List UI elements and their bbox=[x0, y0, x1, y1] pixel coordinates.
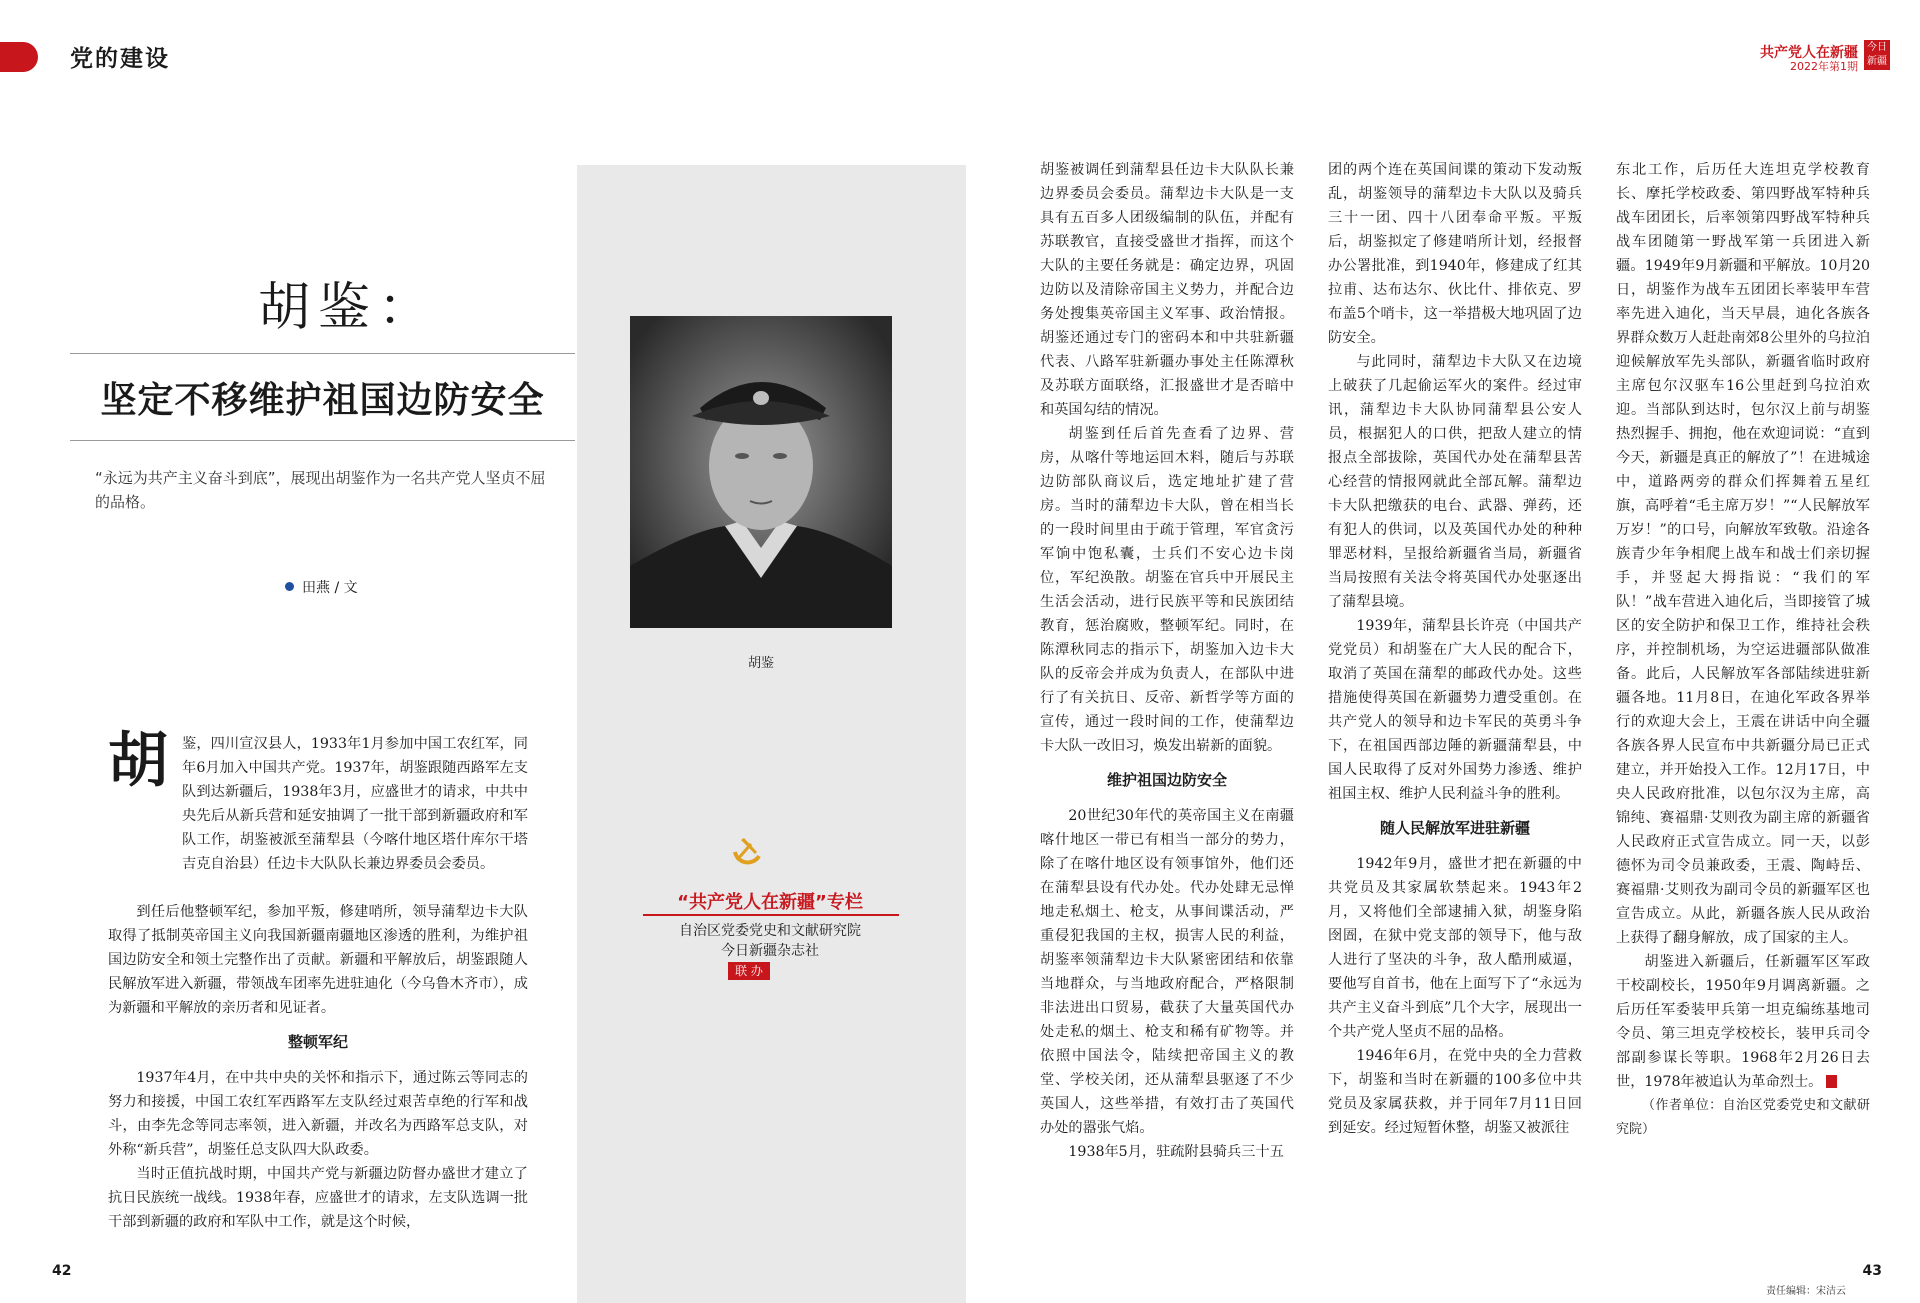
issue-number: 2022年第1期 bbox=[1790, 60, 1858, 73]
banner-divider bbox=[643, 914, 899, 916]
paragraph: 与此同时，蒲犁边卡大队又在边境上破获了几起偷运军火的案件。经过审讯，蒲犁边卡大队协同蒲犁县公安人员，根据犯人的口供，把敌人建立的情报点全部拔除，英国代办处在蒲犁县苦心经营的情报网就此全部瓦解。蒲犁边卡大队把缴获的电台、武器、弹药，还有犯人的供词，以及英国代办处的种种罪恶材料，呈报给新疆省当局，新疆省当局按照有关法令将英国代办处驱逐出了蒲犁县境。 bbox=[1328, 354, 1582, 610]
paragraph: 1938年5月，驻疏附县骑兵三十五 bbox=[1068, 1144, 1284, 1160]
divider bbox=[70, 440, 575, 441]
paragraph: 胡鉴到任后首先查看了边界、营房，从喀什等地运回木料，随后与苏联边防部队商议后，选定地址扩建了营房。当时的蒲犁边卡大队，曾在相当长的一段时间里由于疏于管理，军官贪污军饷中饱私囊，士兵们不安心边卡岗位，军纪涣散。胡鉴在官兵中开展民主生活会活动，进行民族平等和民族团结教育，惩治腐败，整顿军纪。同时，在陈潭秋同志的指示下，胡鉴加入边卡大队的反帝会并成为负责人，在部队中进行了有关抗日、反帝、新哲学等方面的宣传，通过一段时间的工作，使蒲犁边卡大队一改旧习，焕发出崭新的面貌。 bbox=[1040, 426, 1294, 754]
section-tab-marker bbox=[0, 42, 38, 72]
subheading: 整顿军纪 bbox=[287, 1033, 348, 1051]
party-emblem-icon bbox=[727, 830, 767, 870]
body-column-1-intro bbox=[182, 732, 528, 876]
paragraph: 团的两个连在英国间谍的策动下发动叛乱，胡鉴领导的蒲犁边卡大队以及骑兵三十一团、四十八团奉命平叛。平叛后，胡鉴拟定了修建哨所计划，经报督办公署批准，到1940年，修建成了红其拉甫、达布达尔、伙比什、排依克、罗布盖5个哨卡，这一举措极大地巩固了边防安全。 bbox=[1328, 162, 1582, 346]
magazine-logo: 今日 新疆 bbox=[1864, 40, 1890, 70]
editor-credit: 责任编辑：宋洁云 bbox=[1766, 1286, 1846, 1297]
portrait-photo bbox=[630, 316, 892, 628]
article-name: 胡鉴： bbox=[258, 278, 439, 338]
organizer-2: 今日新疆杂志社 bbox=[721, 943, 819, 959]
paragraph: 东北工作，后历任大连坦克学校教育长、摩托学校政委、第四野战军特种兵战车团团长，后率领第四野战军特种兵战车团随第一野战军第一兵团进入新疆。1949年9月新疆和平解放。10月20日，胡鉴作为战车五团团长率装甲车营率先进入迪化，当天早晨，迪化各族各界群众数万人赶赴南郊8公里外的乌拉泊迎候解放军先头部队，新疆省临时政府主席包尔汉驱车16公里赶到乌拉泊欢迎。当部队到达时，包尔汉上前与胡鉴热烈握手、拥抱，他在欢迎词说：“直到今天，新疆是真正的解放了”！在进城途中，道路两旁的群众们挥舞着五星红旗，高呼着“毛主席万岁！”“人民解放军万岁！”的口号，向解放军致敬。沿途各族青少年争相爬上战车和战士们亲切握手，并竖起大拇指说：“我们的军队！”战车营进入迪化后，当即接管了城区的安全防护和保卫工作，维持社会秩序，并控制机场，为空运进疆部队做准备。此后，人民解放军各部陆续进驻新疆各地。11月8日，在迪化军政各界举行的欢迎大会上，王震在讲话中向全疆各族各界人民宣布中共新疆分局已正式建立，并开始投入工作。12月17日，中央人民政府批准，以包尔汉为主席，高锦纯、赛福鼎·艾则孜为副主席的新疆省人民政府正式宣告成立。同一天，以彭德怀为司令员兼政委，王震、陶峙岳、赛福鼎·艾则孜为副司令员的新疆军区也宣告成立。从此，新疆各族人民从政治上获得了翻身解放，成了国家的主人。 bbox=[1616, 162, 1870, 946]
body-column-2 bbox=[1040, 158, 1294, 1164]
divider bbox=[70, 353, 575, 354]
paragraph: 20世纪30年代的英帝国主义在南疆喀什地区一带已有相当一部分的势力，除了在喀什地区设有领事馆外，他们还在蒲犁县设有代办处。代办处肆无忌惮地走私烟土、枪支，从事间谍活动，严重侵犯我国的主权，损害人民的利益，胡鉴率领蒲犁边卡大队紧密团结和依靠当地群众，与当地政府配合，严格限制非法进出口贸易，截获了大量英国代办处走私的烟土、枪支和稀有矿物等。并依照中国法令，陆续把帝国主义的教堂、学校关闭，还从蒲犁县驱逐了不少英国人，这些举措，有效打击了英国代办处的嚣张气焰。 bbox=[1040, 808, 1294, 1136]
drop-cap: 胡 bbox=[108, 726, 168, 796]
paragraph: 1937年4月，在中共中央的关怀和指示下，通过陈云等同志的努力和接援，中国工农红军西路军左支队经过艰苦卓绝的行军和战斗，由李先念等同志率领，进入新疆，并改名为西路军总支队，对外称“新兵营”，胡鉴任总支队四大队政委。 bbox=[108, 1070, 528, 1158]
end-mark-icon bbox=[1826, 1075, 1837, 1088]
column-name: 共产党人在新疆 bbox=[1760, 45, 1858, 61]
column-banner-title: “共产党人在新疆”专栏 bbox=[677, 892, 863, 913]
body-column-3 bbox=[1328, 158, 1582, 1140]
body-column-4 bbox=[1616, 158, 1870, 1142]
paragraph: 胡鉴被调任到蒲犁县任边卡大队队长兼边界委员会委员。蒲犁边卡大队是一支具有五百多人团级编制的队伍，并配有苏联教官，直接受盛世才指挥，而这个大队的主要任务就是：确定边界，巩固边防以及清除帝国主义势力，并配合边务处搜集英帝国主义军事、政治情报。胡鉴还通过专门的密码本和中共驻新疆代表、八路军驻新疆办事处主任陈潭秋及苏联方面联络，汇报盛世才是否暗中和英国勾结的情况。 bbox=[1040, 162, 1294, 418]
paragraph: 1946年6月，在党中央的全力营救下，胡鉴和当时在新疆的100多位中共党员及家属获救，并于同年7月11日回到延安。经过短暂休整，胡鉴又被派往 bbox=[1328, 1048, 1582, 1136]
paragraph-text: 胡鉴进入新疆后，任新疆军区军政干校副校长，1950年9月调离新疆。之后历任军委装甲兵第一坦克编练基地司令员、第三坦克学校校长，装甲兵司令部副参谋长等职。1968年2月26日去世，1978年被追认为革命烈士。 bbox=[1616, 954, 1870, 1090]
bullet-icon bbox=[285, 582, 294, 591]
paragraph: 当时正值抗战时期，中国共产党与新疆边防督办盛世才建立了抗日民族统一战线。1938年春，应盛世才的请求，左支队选调一批干部到新疆的政府和军队中工作，就是这个时候， bbox=[108, 1166, 528, 1230]
paragraph: 1942年9月，盛世才把在新疆的中共党员及其家属软禁起来。1943年2月，又将他们全部逮捕入狱，胡鉴身陷囹圄，在狱中党支部的领导下，他与敌人进行了坚决的斗争，敌人酷刑威逼，要他写自首书，他在上面写下了“永远为共产主义奋斗到底”几个大字，展现出一个共产党人坚贞不屈的品格。 bbox=[1328, 856, 1582, 1040]
photo-caption: 胡鉴 bbox=[747, 656, 774, 671]
subheading: 随人民解放军进驻新疆 bbox=[1379, 819, 1530, 837]
article-title: 坚定不移维护祖国边防安全 bbox=[100, 380, 545, 421]
joint-label: 联 办 bbox=[728, 962, 770, 980]
byline bbox=[285, 577, 358, 597]
paragraph: 鉴，四川宣汉县人，1933年1月参加中国工农红军，同年6月加入中国共产党。1937年，胡鉴跟随西路军左支队到达新疆后，1938年3月，应盛世才的请求，中共中央先后从新兵营和延安抽调了一批干部到新疆政府和军队工作，胡鉴被派至蒲犁县（今喀什地区塔什库尔干塔吉克自治县）任边卡大队队长兼边界委员会委员。 bbox=[182, 736, 528, 872]
author: 田燕 / 文 bbox=[302, 580, 358, 596]
author-unit: （作者单位：自治区党委党史和文献研究院） bbox=[1616, 1098, 1870, 1137]
article-lead: “永远为共产主义奋斗到底”，展现出胡鉴作为一名共产党人坚贞不屈的品格。 bbox=[95, 469, 546, 511]
paragraph: 到任后他整顿军纪，参加平叛，修建哨所，领导蒲犁边卡大队取得了抵制英帝国主义向我国新疆南疆地区渗透的胜利，为维护祖国边防安全和领土完整作出了贡献。新疆和平解放后，胡鉴跟随人民解放军进入新疆，带领战车团率先进驻迪化（今乌鲁木齐市），成为新疆和平解放的亲历者和见证者。 bbox=[108, 904, 528, 1016]
subheading: 维护祖国边防安全 bbox=[1106, 771, 1227, 789]
page-number-left: 42 bbox=[52, 1263, 72, 1279]
section-title: 党的建设 bbox=[70, 45, 170, 72]
paragraph: 1939年，蒲犁县长许亮（中国共产党党员）和胡鉴在广大人民的配合下，取消了英国在蒲犁的邮政代办处。这些措施使得英国在新疆势力遭受重创。在共产党人的领导和边卡军民的英勇斗争下，在祖国西部边陲的新疆蒲犁县，中国人民取得了反对外国势力渗透、维护祖国主权、维护人民利益斗争的胜利。 bbox=[1328, 618, 1582, 802]
organizer-1: 自治区党委党史和文献研究院 bbox=[679, 923, 861, 939]
page-number-right: 43 bbox=[1862, 1263, 1882, 1279]
paragraph bbox=[1616, 950, 1870, 1094]
body-column-1 bbox=[108, 900, 528, 1234]
